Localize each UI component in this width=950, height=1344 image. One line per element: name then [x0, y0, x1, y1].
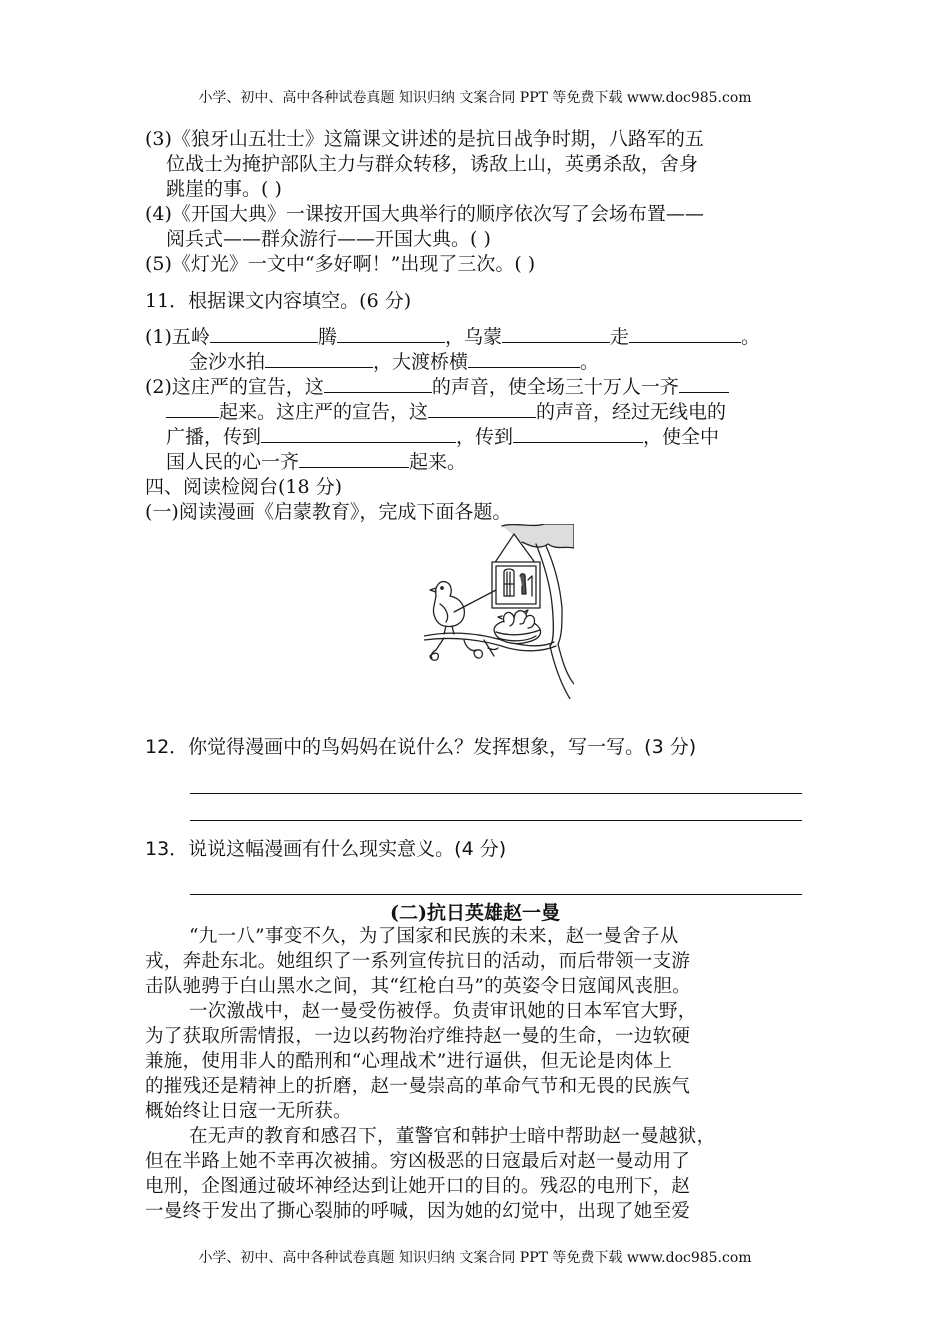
answer-blank[interactable]	[337, 324, 445, 343]
answer-blank[interactable]	[210, 324, 318, 343]
passage-line: 一曼终于发出了撕心裂肺的呼喊，因为她的幻觉中，出现了她至爱	[145, 1201, 691, 1222]
q11-text: ，使全中	[643, 426, 720, 448]
answer-blank[interactable]	[679, 374, 729, 393]
q3-line-2: 位战士为掩护部队主力与群众转移，诱敌上山，英勇杀敌，舍身	[166, 153, 699, 175]
passage-title: (二)抗日英雄赵一曼	[390, 902, 560, 924]
q11-text: ，传到	[456, 426, 514, 448]
q11-text: (1)五岭	[145, 326, 210, 348]
q11-p2-line4	[166, 449, 466, 475]
q11-text: 走	[609, 326, 629, 348]
q3-line-3: 跳崖的事。( )	[166, 178, 282, 200]
q11-text: 的声音，使全场三十万人一齐	[431, 376, 679, 398]
answer-line[interactable]	[190, 894, 802, 895]
passage-line: 兼施，使用非人的酷刑和“心理战术”进行逼供，但无论是肉体上	[145, 1051, 673, 1072]
q11-text: ，大渡桥横	[373, 351, 469, 373]
answer-blank[interactable]	[324, 374, 432, 393]
answer-blank[interactable]	[265, 349, 373, 368]
cartoon-illustration	[424, 524, 574, 699]
answer-blank[interactable]	[166, 399, 219, 418]
passage-line: 为了获取所需情报，一边以药物治疗维持赵一曼的生命，一边软硬	[145, 1026, 691, 1047]
passage-line: “九一八”事变不久，为了国家和民族的未来，赵一曼舍子从	[189, 926, 679, 947]
q3-line-1: (3)《狼牙山五壮士》这篇课文讲述的是抗日战争时期，八路军的五	[145, 128, 704, 150]
answer-blank[interactable]	[629, 324, 741, 343]
q4-line-2: 阅兵式——群众游行——开国大典。( )	[166, 228, 491, 250]
passage-line: 戎，奔赴东北。她组织了一系列宣传抗日的活动，而后带领一支游	[145, 951, 691, 972]
q11-text: 起来。	[409, 451, 467, 473]
passage-line: 但在半路上她不幸再次被捕。穷凶极恶的日寇最后对赵一曼动用了	[145, 1151, 691, 1172]
q11-p1-line2	[189, 349, 599, 375]
passage-line: 在无声的教育和感召下，董警官和韩护士暗中帮助赵一曼越狱，	[189, 1126, 716, 1147]
answer-blank[interactable]	[468, 349, 580, 368]
answer-blank[interactable]	[502, 324, 610, 343]
q5-line-1: (5)《灯光》一文中“多好啊！”出现了三次。( )	[145, 253, 536, 275]
page-header: 小学、初中、高中各种试卷真题 知识归纳 文案合同 PPT 等免费下载 www.doc985.com	[198, 90, 752, 106]
q11-text: 国人民的心一齐	[166, 451, 300, 473]
q11-title: 11．根据课文内容填空。(6 分)	[145, 290, 412, 312]
passage-line: 一次激战中，赵一曼受伤被俘。负责审讯她的日本军官大野，	[189, 1001, 697, 1022]
q11-p2-line2	[166, 399, 726, 425]
q11-text: 起来。这庄严的宣告，这	[219, 401, 429, 423]
q11-text: 。	[580, 351, 600, 373]
q11-text: 的声音，经过无线电的	[536, 401, 727, 423]
answer-blank[interactable]	[513, 424, 643, 443]
answer-line[interactable]	[190, 793, 802, 794]
section-4-title: 四、阅读检阅台(18 分)	[145, 476, 343, 498]
q4-line-1: (4)《开国大典》一课按开国大典举行的顺序依次写了会场布置——	[145, 203, 704, 225]
q11-text: 金沙水拍	[189, 351, 266, 373]
section-4-sub1: (一)阅读漫画《启蒙教育》，完成下面各题。	[145, 501, 512, 523]
page-footer: 小学、初中、高中各种试卷真题 知识归纳 文案合同 PPT 等免费下载 www.doc985.com	[198, 1250, 752, 1266]
answer-blank[interactable]	[299, 449, 409, 468]
passage-line: 击队驰骋于白山黑水之间，其“红枪白马”的英姿令日寇闻风丧胆。	[145, 976, 691, 997]
q11-text: ，乌蒙	[444, 326, 502, 348]
answer-line[interactable]	[190, 820, 802, 821]
q11-text: 广播，传到	[166, 426, 262, 448]
q11-text: (2)这庄严的宣告，这	[145, 376, 324, 398]
q11-p2-line3	[166, 424, 719, 450]
q11-p1-line1	[145, 324, 760, 350]
passage-line: 概始终让日寇一无所获。	[145, 1101, 352, 1122]
answer-blank[interactable]	[261, 424, 456, 443]
q13-question: 13．说说这幅漫画有什么现实意义。(4 分)	[145, 838, 507, 860]
q12-question: 12．你觉得漫画中的鸟妈妈在说什么？发挥想象，写一写。(3 分)	[145, 736, 697, 758]
q11-text: 。	[740, 326, 760, 348]
passage-line: 的摧残还是精神上的折磨，赵一曼崇高的革命气节和无畏的民族气	[145, 1076, 691, 1097]
q11-text: 腾	[317, 326, 337, 348]
answer-blank[interactable]	[428, 399, 536, 418]
passage-line: 电刑，企图通过破坏神经达到让她开口的目的。残忍的电刑下，赵	[145, 1176, 691, 1197]
q11-p2-line1	[145, 374, 729, 400]
